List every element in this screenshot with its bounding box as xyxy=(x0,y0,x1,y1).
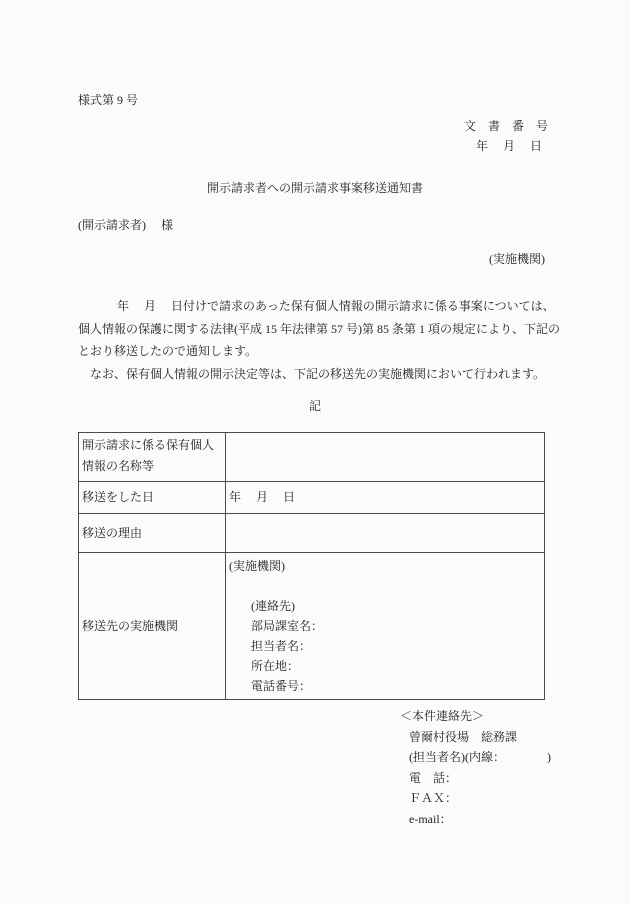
table-row-transfer-reason xyxy=(79,514,545,553)
contact-phone: 電 話： xyxy=(409,770,458,785)
document-date-placeholder: 年 月 日 xyxy=(475,139,542,153)
body-line: 個人情報の保護に関する法律(平成 15 年法律第 57 号)第 85 条第 1 項の規定により、下記の xyxy=(78,321,560,336)
table-row-info-name xyxy=(79,433,545,482)
contact-email: e-mail： xyxy=(409,811,452,826)
contact-heading: ＜本件連絡先＞ xyxy=(400,709,485,723)
addressee-line: (開示請求者) 様 xyxy=(78,218,173,232)
dest-line-department: 部局課室名： xyxy=(251,619,324,633)
document-title: 開示請求者への開示請求事案移送通知書 xyxy=(206,181,423,195)
body-line: 年 月 日付けで請求のあった保有個人情報の開示請求に係る事案については、 xyxy=(78,299,555,313)
row-label-transfer-date: 移送をした日 xyxy=(79,482,226,514)
body-line: なお、保有個人情報の開示決定等は、下記の移送先の実施機関において行われます。 xyxy=(78,366,546,381)
dest-line-contact: (連絡先) xyxy=(251,599,295,613)
dest-line-blank xyxy=(229,576,541,596)
dest-line-address: 所在地： xyxy=(251,659,300,673)
body-line: とおり移送したので通知します。 xyxy=(78,344,258,358)
document-number-placeholder: 文 書 番 号 xyxy=(463,119,548,133)
transfer-info-table xyxy=(78,432,545,700)
row-label-transfer-reason: 移送の理由 xyxy=(79,514,226,553)
dest-line-agency: (実施機関) xyxy=(229,559,285,573)
issuer-placeholder: (実施機関) xyxy=(489,252,545,266)
row-value-transfer-reason xyxy=(226,514,545,553)
table-row-transfer-date xyxy=(79,482,545,514)
row-value-transfer-date: 年 月 日 xyxy=(226,482,545,514)
contact-fax: ＦＡＸ： xyxy=(409,791,458,805)
form-number: 様式第 9 号 xyxy=(78,93,139,107)
row-label-info-name: 開示請求に係る保有個人情報の名称等 xyxy=(79,433,226,482)
dest-line-person: 担当者名： xyxy=(251,639,312,653)
row-value-info-name xyxy=(226,433,545,482)
contact-block xyxy=(400,706,551,829)
contact-office: 曾爾村役場 総務課 xyxy=(409,729,518,744)
body-paragraph xyxy=(78,295,560,385)
section-marker: 記 xyxy=(308,399,321,413)
row-label-transfer-destination: 移送先の実施機関 xyxy=(79,553,226,700)
dest-line-phone: 電話番号： xyxy=(251,679,312,693)
table-row-transfer-destination xyxy=(79,553,545,700)
contact-person-extension: (担当者名)(内線： ) xyxy=(409,750,551,764)
row-value-transfer-destination xyxy=(226,553,545,700)
